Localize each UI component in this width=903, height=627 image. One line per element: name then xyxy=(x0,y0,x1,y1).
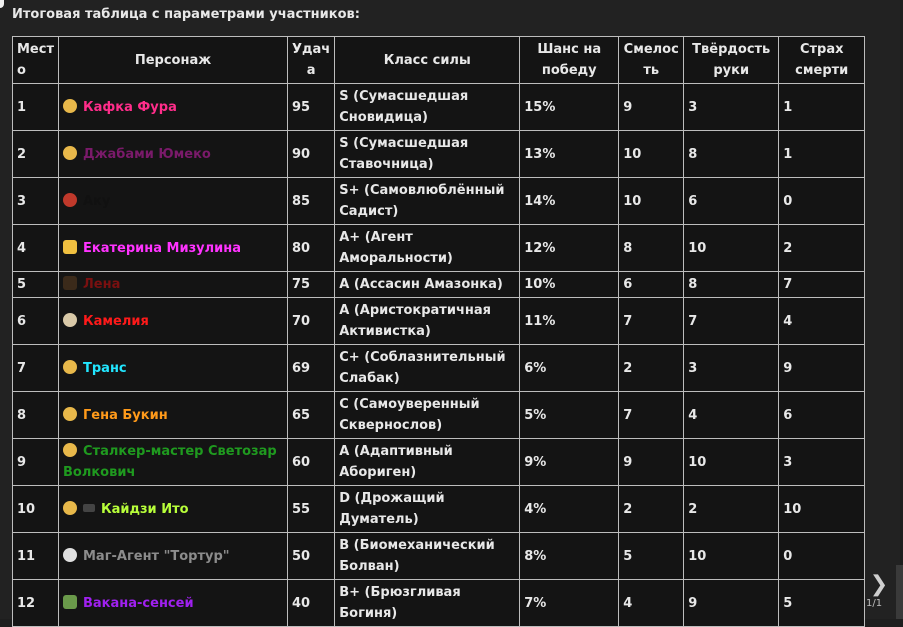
bravery-cell xyxy=(619,131,684,178)
fear-cell xyxy=(779,178,865,225)
luck-cell-text: 85 xyxy=(292,193,311,209)
luck-cell xyxy=(288,131,335,178)
power-class-cell xyxy=(335,580,520,627)
fear-cell-text: 4 xyxy=(783,313,793,329)
luck-cell-text: 55 xyxy=(292,501,311,517)
hand-cell-text: 6 xyxy=(688,193,698,209)
fear-cell-text: 2 xyxy=(783,240,793,256)
place-cell xyxy=(13,272,59,298)
character-cell xyxy=(59,178,288,225)
table-row xyxy=(13,580,865,627)
luck-cell xyxy=(288,345,335,392)
win-chance-cell-text: 11% xyxy=(524,313,556,329)
bravery-cell-text: 10 xyxy=(623,193,642,209)
power-class-cell-text: C (Самоуверенный Сквернослов) xyxy=(339,397,480,433)
power-class-cell-text: A+ (Агент Аморальности) xyxy=(339,230,453,266)
bravery-cell xyxy=(619,298,684,345)
place-cell-text: 10 xyxy=(17,501,36,517)
hand-cell-text: 3 xyxy=(688,99,698,115)
place-cell xyxy=(13,486,59,533)
character-avatar-icon xyxy=(63,595,77,609)
power-class-cell-text: A (Адаптивный Абориген) xyxy=(339,444,453,480)
luck-cell-text: 50 xyxy=(292,548,311,564)
hand-cell xyxy=(684,580,779,627)
place-cell xyxy=(13,533,59,580)
fear-cell-text: 1 xyxy=(783,146,793,162)
fear-cell-text: 3 xyxy=(783,454,793,470)
table-row xyxy=(13,486,865,533)
bravery-cell xyxy=(619,345,684,392)
win-chance-cell-text: 5% xyxy=(524,407,547,423)
luck-cell xyxy=(288,178,335,225)
character-avatar-icon xyxy=(63,548,77,562)
win-chance-cell xyxy=(520,486,619,533)
fear-cell xyxy=(779,392,865,439)
power-class-cell xyxy=(335,533,520,580)
luck-cell xyxy=(288,298,335,345)
win-chance-cell-text: 13% xyxy=(524,146,556,162)
fear-cell xyxy=(779,131,865,178)
win-chance-cell xyxy=(520,131,619,178)
hand-cell-text: 8 xyxy=(688,146,698,162)
fear-cell-text: 7 xyxy=(783,277,793,292)
fear-cell-text: 10 xyxy=(783,501,802,517)
hand-cell xyxy=(684,225,779,272)
col-power-class: Класс силы xyxy=(335,37,520,84)
win-chance-cell xyxy=(520,84,619,131)
win-chance-cell xyxy=(520,272,619,298)
bravery-cell xyxy=(619,225,684,272)
character-avatar-icon xyxy=(63,443,77,457)
power-class-cell xyxy=(335,392,520,439)
power-class-cell xyxy=(335,345,520,392)
power-class-cell-text: C+ (Соблазнительный Слабак) xyxy=(339,350,506,386)
hand-cell xyxy=(684,178,779,225)
luck-cell-text: 69 xyxy=(292,360,311,376)
bravery-cell-text: 5 xyxy=(623,548,633,564)
bravery-cell-text: 6 xyxy=(623,277,633,292)
character-name: Маг-Агент "Тортур" xyxy=(83,548,230,564)
power-class-cell-text: S (Сумасшедшая Ставочница) xyxy=(339,136,469,172)
edge-marker xyxy=(0,0,4,8)
col-luck: Удач а xyxy=(288,37,335,84)
win-chance-cell-text: 6% xyxy=(524,360,547,376)
bravery-cell xyxy=(619,439,684,486)
bravery-cell-text: 7 xyxy=(623,313,633,329)
character-name: Гена Букин xyxy=(83,407,168,423)
table-row xyxy=(13,298,865,345)
power-class-cell-text: D (Дрожащий Думатель) xyxy=(339,491,445,527)
hand-cell-text: 10 xyxy=(688,240,707,256)
col-place: Мест о xyxy=(13,37,59,84)
character-cell xyxy=(59,272,288,298)
table-title: Итоговая таблица с параметрами участников: xyxy=(12,7,360,22)
win-chance-cell-text: 4% xyxy=(524,501,547,517)
character-cell xyxy=(59,486,288,533)
graduation-cap-icon xyxy=(83,504,95,512)
luck-cell xyxy=(288,486,335,533)
character-avatar-icon xyxy=(63,193,77,207)
table-row xyxy=(13,345,865,392)
col-fear: Страх смерти xyxy=(779,37,865,84)
character-name: Аку xyxy=(83,193,111,209)
place-cell-text: 4 xyxy=(17,240,27,256)
luck-cell xyxy=(288,533,335,580)
bravery-cell-text: 8 xyxy=(623,240,633,256)
luck-cell-text: 90 xyxy=(292,146,311,162)
place-cell xyxy=(13,345,59,392)
hand-cell xyxy=(684,272,779,298)
table-row xyxy=(13,533,865,580)
character-cell xyxy=(59,131,288,178)
power-class-cell-text: A (Аристократичная Активистка) xyxy=(339,303,491,339)
luck-cell xyxy=(288,580,335,627)
bravery-cell xyxy=(619,272,684,298)
bravery-cell-text: 4 xyxy=(623,595,633,611)
col-hand: Твёрдость руки xyxy=(684,37,779,84)
character-avatar-icon xyxy=(63,99,77,113)
character-name: Камелия xyxy=(83,313,149,329)
place-cell-text: 9 xyxy=(17,454,27,470)
place-cell-text: 6 xyxy=(17,313,27,329)
win-chance-cell-text: 9% xyxy=(524,454,547,470)
power-class-cell xyxy=(335,178,520,225)
character-cell xyxy=(59,533,288,580)
bravery-cell xyxy=(619,580,684,627)
power-class-cell xyxy=(335,272,520,298)
bravery-cell-text: 7 xyxy=(623,407,633,423)
place-cell xyxy=(13,131,59,178)
character-cell xyxy=(59,225,288,272)
hand-cell xyxy=(684,392,779,439)
win-chance-cell xyxy=(520,533,619,580)
character-name: Сталкер-мастер Светозар Волкович xyxy=(63,444,277,480)
bravery-cell xyxy=(619,392,684,439)
hand-cell xyxy=(684,84,779,131)
win-chance-cell-text: 14% xyxy=(524,193,556,209)
character-name: Джабами Юмеко xyxy=(83,146,211,162)
hand-cell-text: 7 xyxy=(688,313,698,329)
bravery-cell-text: 9 xyxy=(623,454,633,470)
luck-cell-text: 75 xyxy=(292,277,311,292)
character-avatar-icon xyxy=(63,276,77,290)
character-name: Вакана-сенсей xyxy=(83,595,194,611)
power-class-cell xyxy=(335,486,520,533)
fear-cell xyxy=(779,486,865,533)
character-name: Лена xyxy=(83,277,121,292)
bravery-cell-text: 2 xyxy=(623,501,633,517)
fear-cell xyxy=(779,439,865,486)
hand-cell xyxy=(684,298,779,345)
fear-cell xyxy=(779,272,865,298)
win-chance-cell xyxy=(520,580,619,627)
fear-cell xyxy=(779,533,865,580)
win-chance-cell-text: 7% xyxy=(524,595,547,611)
luck-cell-text: 95 xyxy=(292,99,311,115)
power-class-cell-text: A (Ассасин Амазонка) xyxy=(339,277,503,292)
bravery-cell-text: 2 xyxy=(623,360,633,376)
fear-cell-text: 5 xyxy=(783,595,793,611)
table-header-row xyxy=(13,37,865,84)
hand-cell xyxy=(684,486,779,533)
character-avatar-icon xyxy=(63,407,77,421)
place-cell-text: 2 xyxy=(17,146,27,162)
character-name: Екатерина Мизулина xyxy=(83,240,241,256)
hand-cell-text: 8 xyxy=(688,277,698,292)
power-class-cell xyxy=(335,298,520,345)
col-win-chance: Шанс на победу xyxy=(520,37,619,84)
fear-cell-text: 6 xyxy=(783,407,793,423)
bravery-cell xyxy=(619,84,684,131)
table-row xyxy=(13,225,865,272)
table-row xyxy=(13,178,865,225)
character-cell xyxy=(59,345,288,392)
character-name: Транс xyxy=(83,360,127,376)
character-cell xyxy=(59,439,288,486)
fear-cell-text: 9 xyxy=(783,360,793,376)
power-class-cell xyxy=(335,439,520,486)
place-cell xyxy=(13,225,59,272)
place-cell-text: 7 xyxy=(17,360,27,376)
luck-cell-text: 40 xyxy=(292,595,311,611)
character-avatar-icon xyxy=(63,313,77,327)
luck-cell xyxy=(288,392,335,439)
win-chance-cell xyxy=(520,225,619,272)
win-chance-cell xyxy=(520,298,619,345)
bravery-cell xyxy=(619,178,684,225)
fear-cell-text: 0 xyxy=(783,548,793,564)
place-cell-text: 12 xyxy=(17,595,36,611)
power-class-cell xyxy=(335,225,520,272)
hand-cell-text: 2 xyxy=(688,501,698,517)
bravery-cell xyxy=(619,486,684,533)
hand-cell-text: 10 xyxy=(688,454,707,470)
luck-cell xyxy=(288,272,335,298)
win-chance-cell xyxy=(520,178,619,225)
place-cell xyxy=(13,392,59,439)
place-cell-text: 11 xyxy=(17,548,36,564)
character-name: Кафка Фура xyxy=(83,99,177,115)
scrollbar[interactable] xyxy=(896,565,903,619)
luck-cell xyxy=(288,439,335,486)
place-cell-text: 5 xyxy=(17,277,27,292)
power-class-cell-text: B (Биомеханический Болван) xyxy=(339,538,495,574)
character-avatar-icon xyxy=(63,360,77,374)
character-cell xyxy=(59,84,288,131)
hand-cell xyxy=(684,131,779,178)
col-character: Персонаж xyxy=(59,37,288,84)
power-class-cell xyxy=(335,84,520,131)
character-name: Кайдзи Ито xyxy=(101,501,189,517)
hand-cell-text: 10 xyxy=(688,548,707,564)
fear-cell xyxy=(779,580,865,627)
hand-cell xyxy=(684,533,779,580)
hand-cell xyxy=(684,345,779,392)
character-cell xyxy=(59,298,288,345)
place-cell xyxy=(13,178,59,225)
table-row xyxy=(13,392,865,439)
luck-cell-text: 60 xyxy=(292,454,311,470)
luck-cell xyxy=(288,225,335,272)
place-cell-text: 1 xyxy=(17,99,27,115)
table-row xyxy=(13,439,865,486)
win-chance-cell xyxy=(520,392,619,439)
hand-cell xyxy=(684,439,779,486)
win-chance-cell-text: 15% xyxy=(524,99,556,115)
fear-cell-text: 1 xyxy=(783,99,793,115)
hand-cell-text: 9 xyxy=(688,595,698,611)
place-cell-text: 3 xyxy=(17,193,27,209)
luck-cell xyxy=(288,84,335,131)
fear-cell xyxy=(779,298,865,345)
power-class-cell-text: B+ (Брюзгливая Богиня) xyxy=(339,585,461,621)
win-chance-cell-text: 12% xyxy=(524,240,556,256)
chevron-right-icon[interactable]: ❯ xyxy=(869,572,889,597)
luck-cell-text: 70 xyxy=(292,313,311,329)
hand-cell-text: 4 xyxy=(688,407,698,423)
place-cell xyxy=(13,439,59,486)
luck-cell-text: 65 xyxy=(292,407,311,423)
luck-cell-text: 80 xyxy=(292,240,311,256)
place-cell-text: 8 xyxy=(17,407,27,423)
fear-cell xyxy=(779,345,865,392)
power-class-cell xyxy=(335,131,520,178)
fear-cell xyxy=(779,84,865,131)
hand-cell-text: 3 xyxy=(688,360,698,376)
win-chance-cell xyxy=(520,345,619,392)
power-class-cell-text: S (Сумасшедшая Сновидица) xyxy=(339,89,469,125)
table-row xyxy=(13,131,865,178)
power-class-cell-text: S+ (Самовлюблённый Садист) xyxy=(339,183,505,219)
table-row xyxy=(13,84,865,131)
character-avatar-icon xyxy=(63,240,77,254)
win-chance-cell xyxy=(520,439,619,486)
place-cell xyxy=(13,298,59,345)
bravery-cell xyxy=(619,533,684,580)
place-cell xyxy=(13,580,59,627)
participants-table xyxy=(12,36,865,627)
win-chance-cell-text: 10% xyxy=(524,277,556,292)
fear-cell xyxy=(779,225,865,272)
pager-label: 1/1 xyxy=(866,598,883,609)
character-cell xyxy=(59,580,288,627)
bravery-cell-text: 9 xyxy=(623,99,633,115)
win-chance-cell-text: 8% xyxy=(524,548,547,564)
fear-cell-text: 0 xyxy=(783,193,793,209)
bravery-cell-text: 10 xyxy=(623,146,642,162)
place-cell xyxy=(13,84,59,131)
character-avatar-icon xyxy=(63,501,77,515)
col-bravery: Смелос ть xyxy=(619,37,684,84)
table-row xyxy=(13,272,865,298)
character-cell xyxy=(59,392,288,439)
character-avatar-icon xyxy=(63,146,77,160)
